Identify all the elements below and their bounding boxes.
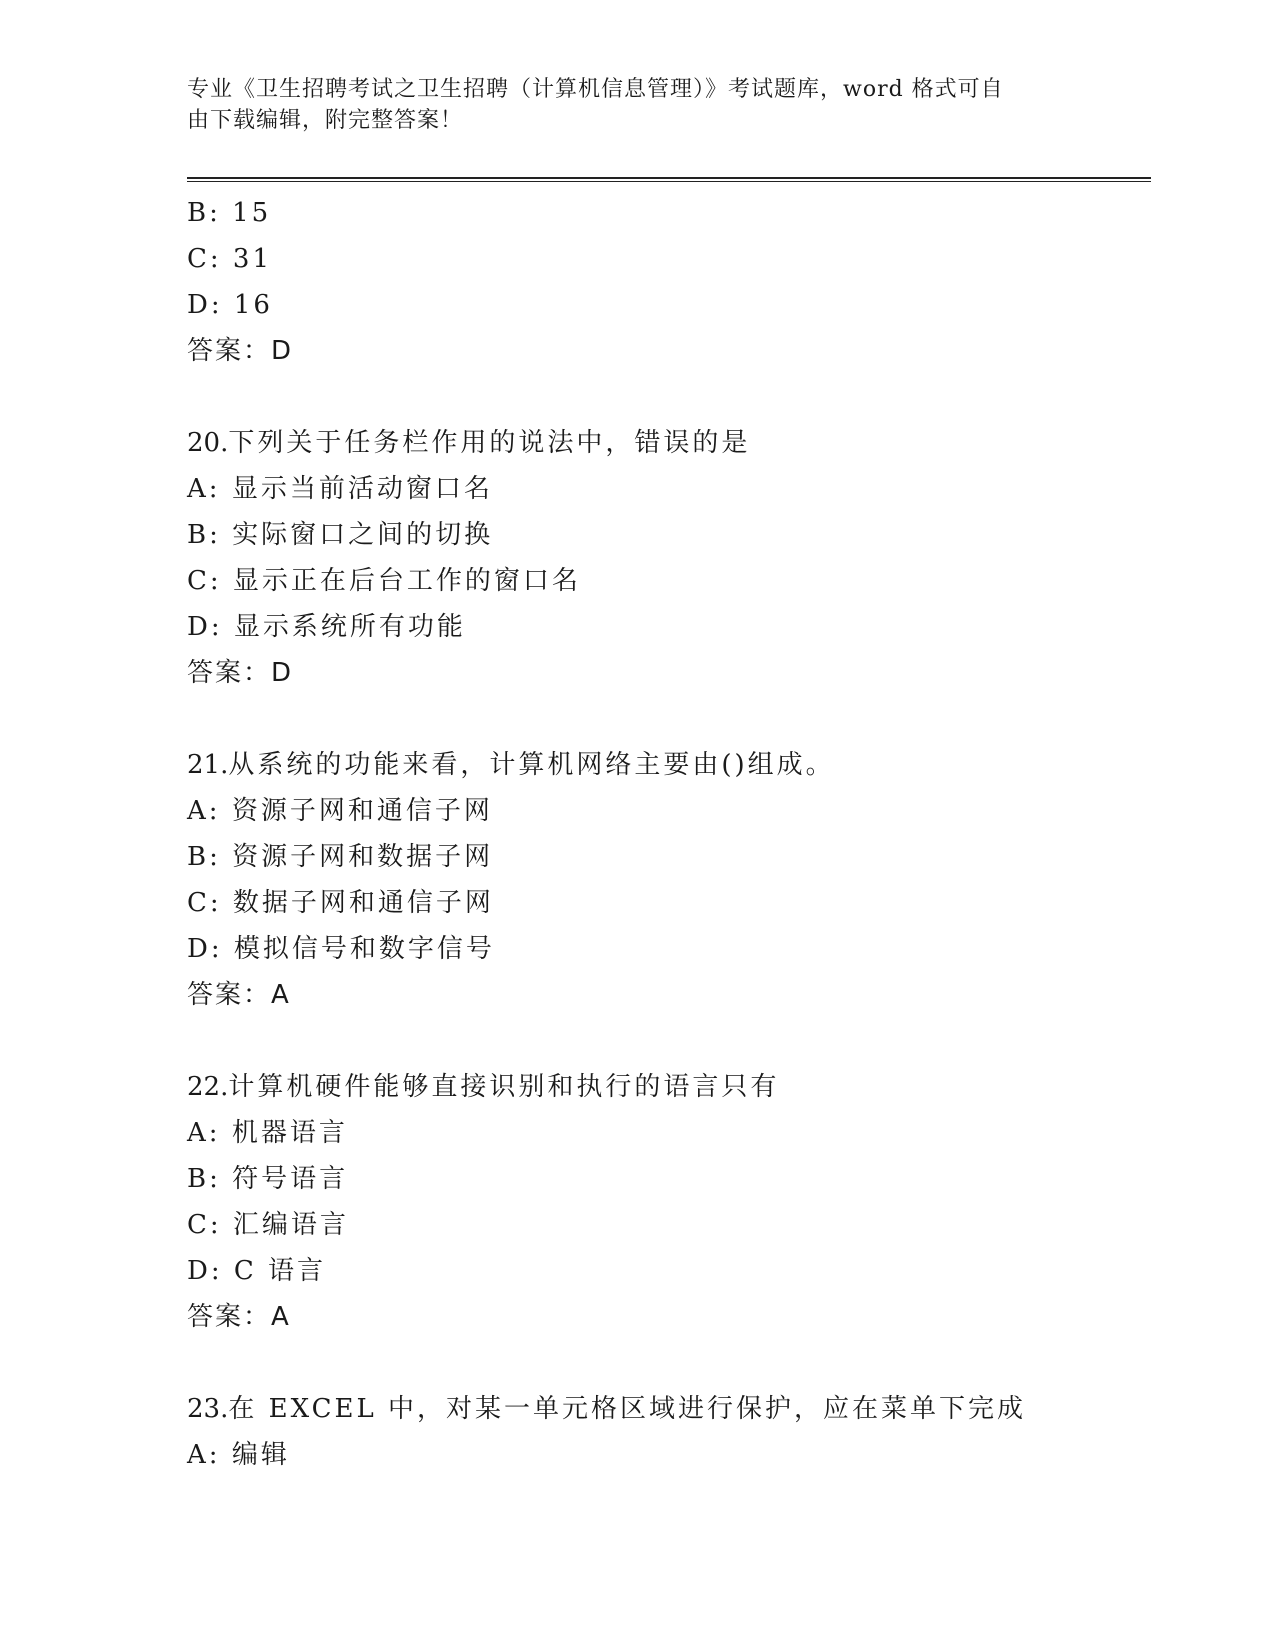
option-a: A: 机器语言 (187, 1118, 348, 1148)
option-b: B: 符号语言 (187, 1164, 349, 1194)
option-b: B: 15 (187, 198, 272, 228)
question-text: 23.在 EXCEL 中，对某一单元格区域进行保护，应在菜单下完成 (187, 1394, 1027, 1424)
question-20 (187, 420, 1147, 696)
option-d: D: 显示系统所有功能 (187, 612, 466, 642)
answer-line: 答案：D (187, 658, 294, 688)
option-c: C: 汇编语言 (187, 1210, 349, 1240)
option-c: C: 31 (187, 244, 273, 274)
header-divider (187, 177, 1151, 182)
document-header (187, 74, 1067, 136)
header-line-1: 专业《卫生招聘考试之卫生招聘（计算机信息管理）》考试题库，word 格式可自 (187, 77, 1004, 102)
option-c: C: 数据子网和通信子网 (187, 888, 494, 918)
question-21 (187, 742, 1147, 1018)
question-22 (187, 1064, 1147, 1340)
option-b: B: 实际窗口之间的切换 (187, 520, 494, 550)
carryover-block (187, 190, 1147, 374)
option-a: A: 资源子网和通信子网 (187, 796, 493, 826)
answer-line: 答案：A (187, 980, 291, 1010)
option-a: A: 编辑 (187, 1440, 290, 1470)
option-b: B: 资源子网和数据子网 (187, 842, 494, 872)
answer-line: 答案：A (187, 1302, 291, 1332)
option-d: D: 模拟信号和数字信号 (187, 934, 495, 964)
question-text: 21.从系统的功能来看，计算机网络主要由()组成。 (187, 750, 835, 780)
option-d: D: C 语言 (187, 1256, 327, 1286)
option-d: D: 16 (187, 290, 273, 320)
question-list (187, 190, 1147, 1478)
option-c: C: 显示正在后台工作的窗口名 (187, 566, 581, 596)
question-text: 22.计算机硬件能够直接识别和执行的语言只有 (187, 1072, 780, 1102)
question-23 (187, 1386, 1147, 1478)
answer-line: 答案：D (187, 336, 294, 366)
option-a: A: 显示当前活动窗口名 (187, 474, 493, 504)
header-line-2: 由下载编辑，附完整答案！ (187, 108, 464, 133)
question-text: 20.下列关于任务栏作用的说法中，错误的是 (187, 428, 751, 458)
